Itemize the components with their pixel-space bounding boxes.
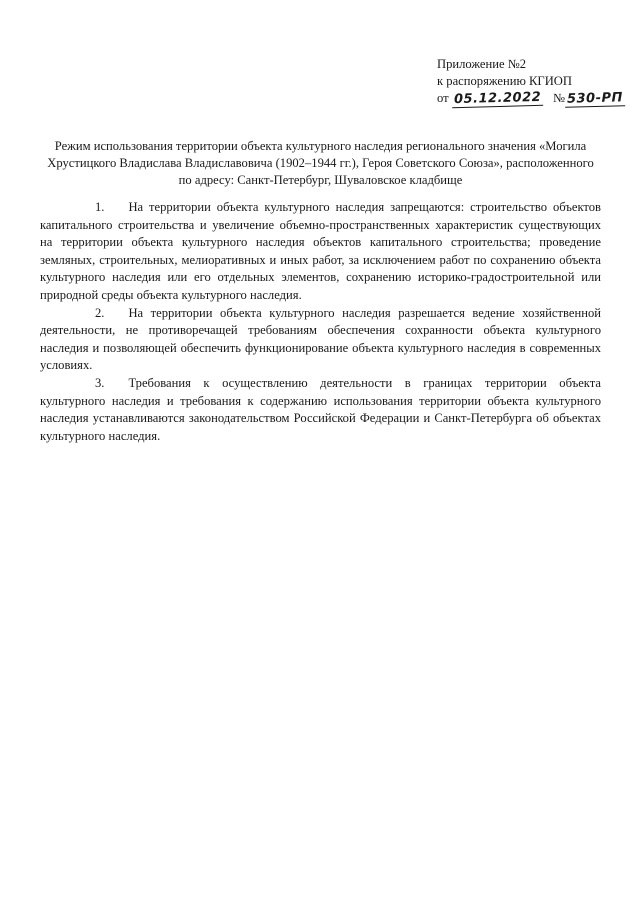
paragraph-2-text: На территории объекта культурного наследия разрешается ведение хозяйственной деятельности, не противоречащей требованиям обеспечения сохранности объекта культурного наследия и позволяющей обеспечить функционирование объекта культурного наследия в современных условиях. [40,305,601,373]
paragraph-1-text: На территории объекта культурного наследия запрещаются: строительство объектов капитального строительства и увеличение объемно-пространственных характеристик существующих на территории объекта культурного наследия объектов капитального строительства; проведение земляных, строительных, мелиоративных и иных работ, за исключением работ по сохранению объекта культурного наследия или его отдельных элементов, сохранению историко-градостроительной или природной среды объекта культурного наследия. [40,200,601,302]
annex-number-sign: № [553,91,566,105]
paragraph-3 [40,375,601,445]
annex-line-3 [437,90,625,107]
handwritten-date: 05.12.2022 [452,91,544,108]
paragraph-3-number: 3. [95,375,105,390]
annex-date-prefix: от [437,91,449,105]
annex-line-2: к распоряжению КГИОП [437,74,572,88]
annex-header [437,56,625,107]
paragraph-2 [40,305,601,375]
paragraph-2-number: 2. [95,305,105,320]
handwritten-number: 530-РП [565,91,625,108]
paragraph-1 [40,199,601,305]
document-title: Режим использования территории объекта культурного наследия регионального значения «Могила Хрустицкого Владислава Владиславовича (1902–1944 гг.), Героя Советского Союза», расположенного по адресу: Санкт-Петербург, Шуваловское кладбище [47,139,594,187]
paragraph-1-number: 1. [95,200,105,214]
paragraph-3-text: Требования к осуществлению деятельности в границах территории объекта культурного наследия и требования к содержанию использования территории объекта культурного наследия устанавливаются законодательством Российской Федерации и Санкт-Петербурга об объектах культурного наследия. [40,375,601,443]
annex-line-1: Приложение №2 [437,57,527,71]
document-body [40,199,601,445]
